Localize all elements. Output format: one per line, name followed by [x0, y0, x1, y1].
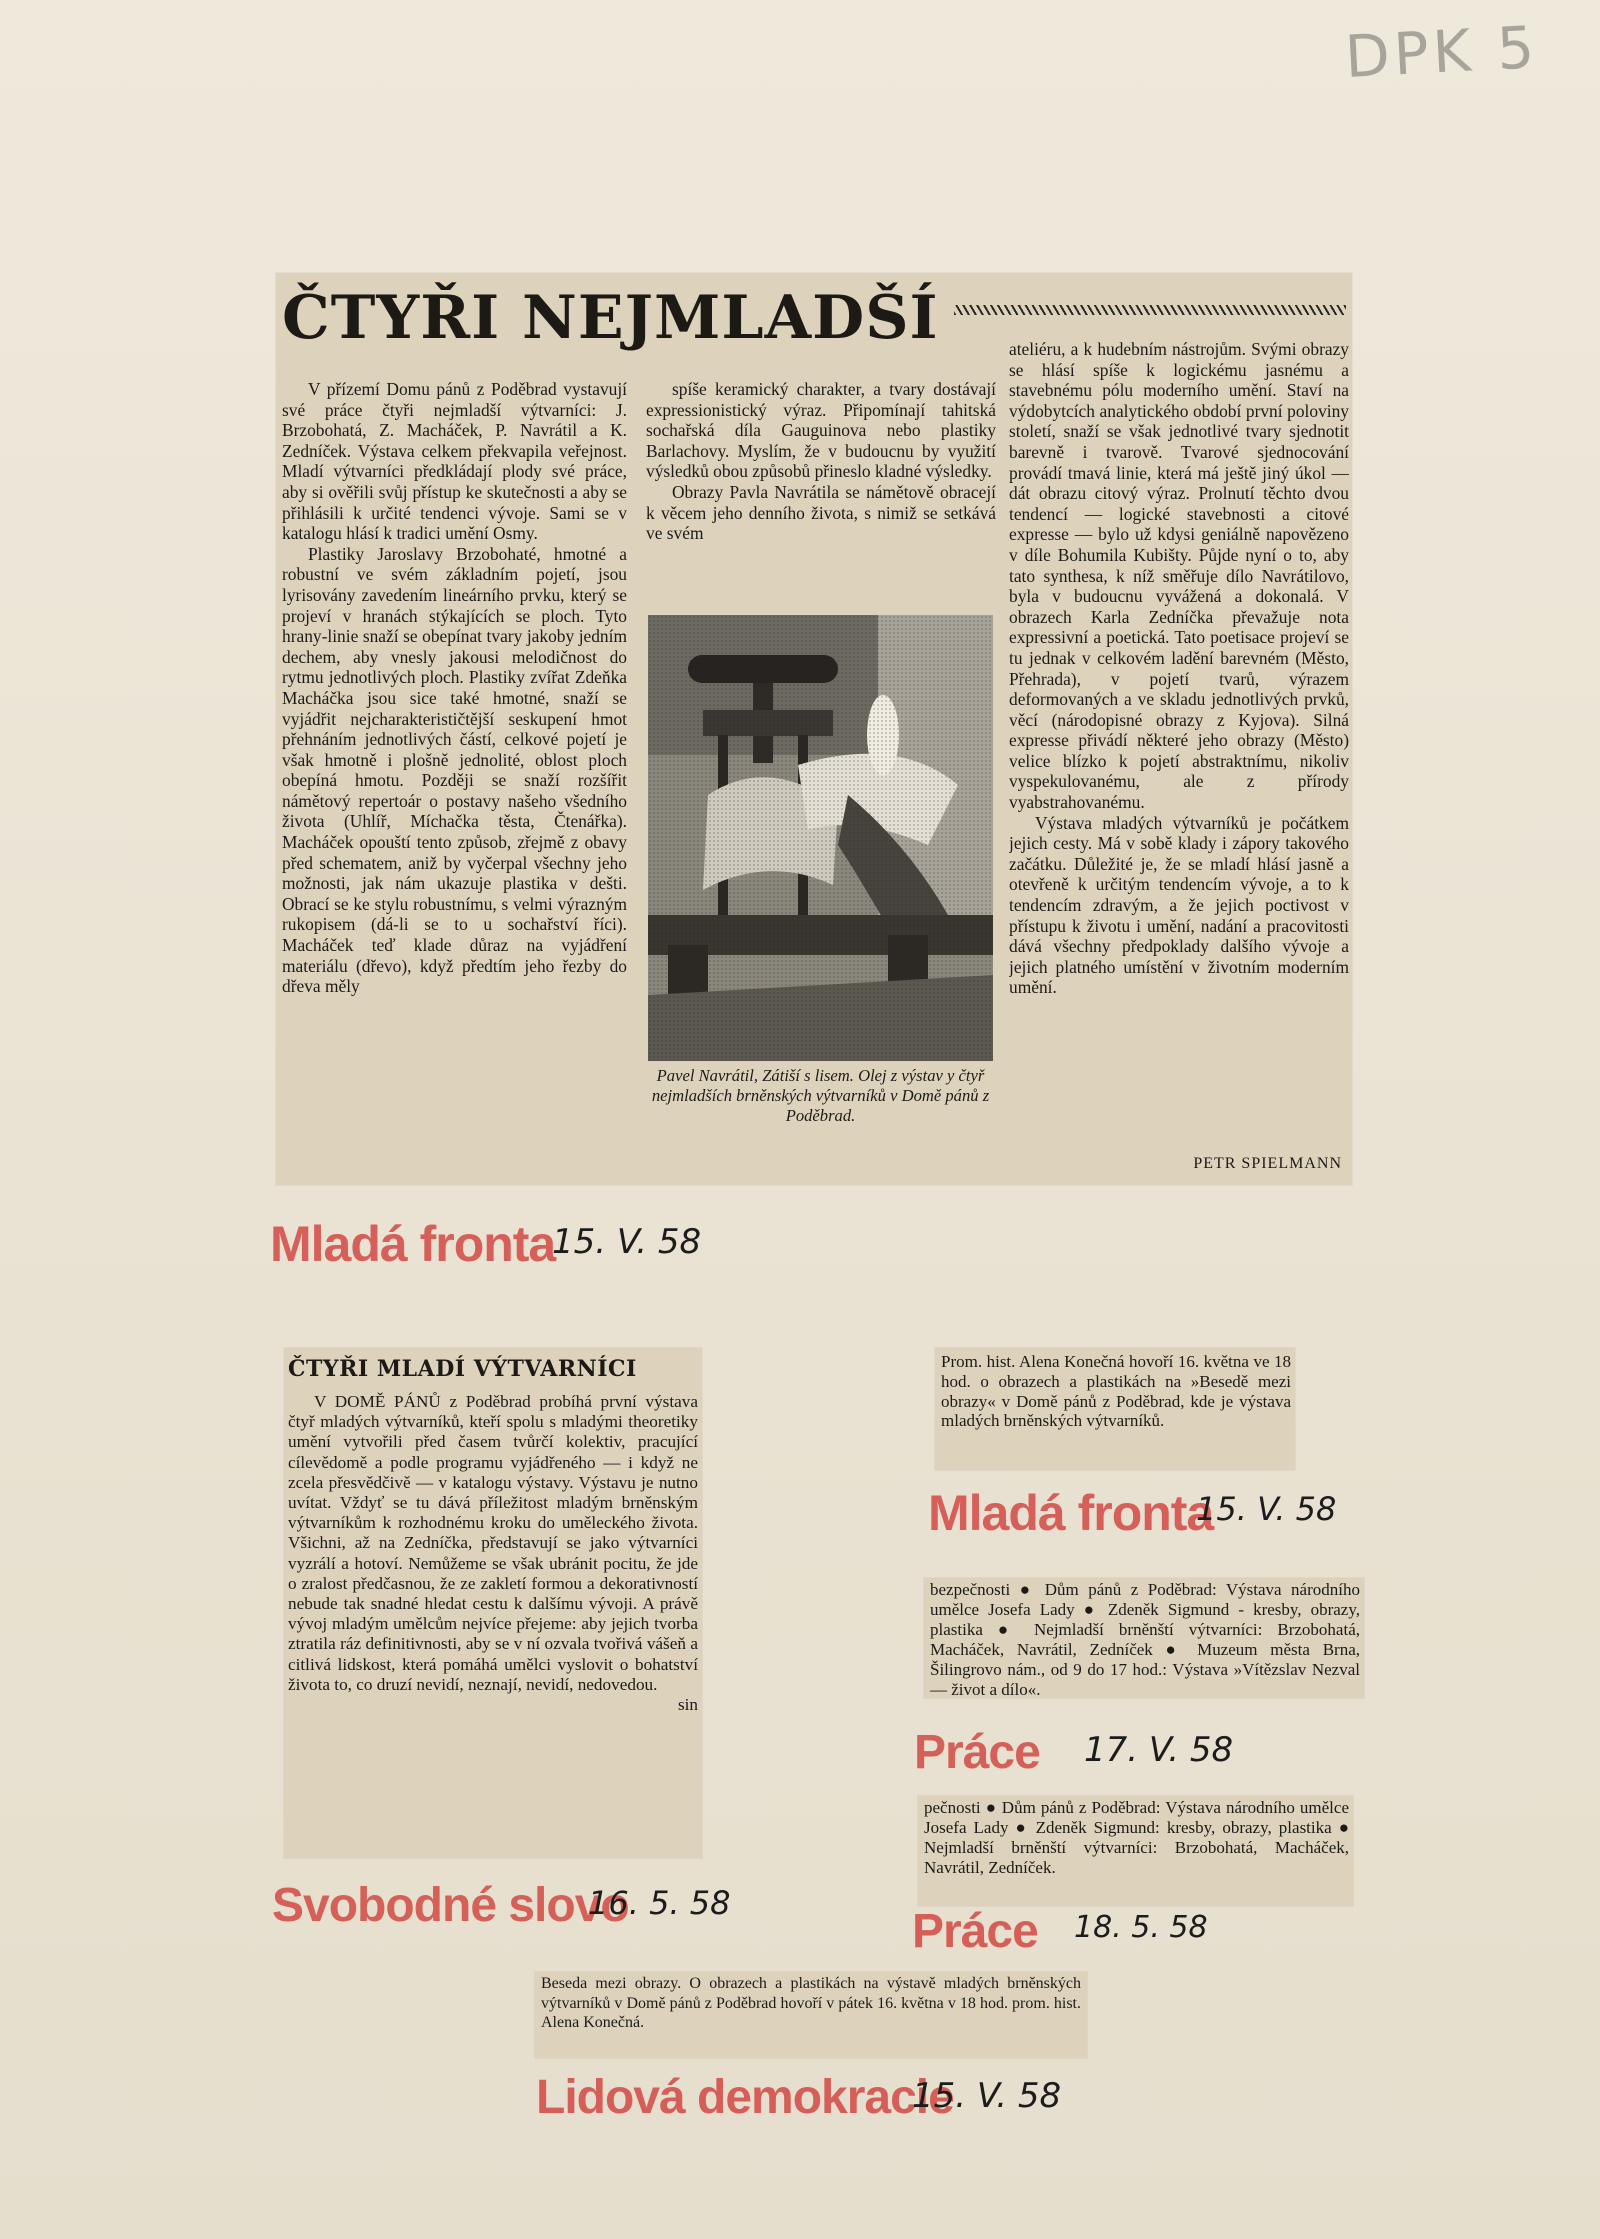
- handwritten-date: 16. 5. 58: [588, 1884, 731, 1922]
- archive-mark: DPK 5: [1343, 12, 1540, 92]
- byline: PETR SPIELMANN: [1193, 1155, 1342, 1172]
- article-column-2: [646, 379, 996, 551]
- handwritten-date: 17. V. 58: [1084, 1730, 1234, 1770]
- still-life-image: [648, 615, 993, 1061]
- newspaper-stamp-svobodne-slovo: Svobodné slovo: [272, 1879, 629, 1932]
- paragraph: ateliéru, a k hudebním nástrojům. Svými obrazy se hlásí spíše k logickému jasnému a stavebnému pólu moderního umění. Staví na výdobytcích analytického období první poloviny století, snaží se však jednotlivé tvary sjednotit barevně i tvarově. Tvarové sjednocování provádí tmavá linie, která má ještě jiný úkol — dát obrazu citový výraz. Prolnutí těchto dvou tendencí — logické stavebnosti a citové expresse — bylo už kdysi geniálně napovězeno v díle Bohumila Kubišty. Půjde nyní o to, aby tato synthesa, k níž směřuje dílo Navrátilovo, byla v budoucnu vyvážená a dokonalá. V obrazech Karla Zedníčka převažuje nota expressivní a poetická. Tato poetisace projeví se tu jednak v celkovém ladění barevném (Město, Přehrada), v pojetí tvarů, výrazem deformovaných a ve skladu jednotlivých prvků, věcí (národopisné obrazy z Kyjova). Silná expresse přivádí některé jeho obrazy (Město) velice blízko k pojetí abstraktnímu, nikoliv vyspekulovanému, ale z přírody vyabstrahovanému.: [1009, 339, 1349, 813]
- paragraph: sin: [677, 1695, 698, 1715]
- paragraph: Obrazy Pavla Navrátila se námětově obracejí k věcem jeho denního života, s nimiž se setkává ve svém: [646, 481, 996, 544]
- handwritten-date: 15. V. 58: [552, 1222, 702, 1262]
- article-title: ČTYŘI MLADÍ VÝTVARNÍCI: [288, 1356, 637, 1382]
- paragraph: spíše keramický charakter, a tvary dostávají expressionistický výraz. Připomínají tahitská sochařská díla Gauguinova nebo plastiky Barlachovy. Myslím, že v budoucnu by využití výsledků obou způsobů přineslo kladné výsledky.: [646, 379, 996, 482]
- photo-caption: Pavel Navrátil, Zátiší s lisem. Olej z výstav y čtyř nejmladších brněnských výtvarníků v Domě pánů z Poděbrad.: [651, 1066, 990, 1125]
- clipping-beseda-mezi-obrazy: [535, 1972, 1087, 2058]
- handwritten-date: 15. V. 58: [912, 2076, 1062, 2116]
- headline: ČTYŘI NEJMLADŠÍ: [282, 283, 939, 353]
- clipping-beseda-notice: [935, 1348, 1295, 1470]
- article-body: Beseda mezi obrazy. O obrazech a plastikách na výstavě mladých brněnských výtvarníků v Domě pánů z Poděbrad hovoří v pátek 16. května v 18 hod. prom. hist. Alena Konečná.: [541, 1975, 1081, 2031]
- article-body: [288, 1392, 698, 1715]
- newspaper-stamp-lidova-demokracie: Lidová demokracie: [536, 2071, 954, 2124]
- paragraph: Plastiky Jaroslavy Brzobohaté, hmotné a robustní ve svém základním pojetí, jsou lyrisovány zavedením lineárního prvku, který se projeví v hranách stýkajících se ploch. Tyto hrany-linie snaží se obepínat tvary jakoby jedním dechem, aby vnesly jakousi melodičnost do rytmu jednotlivých ploch. Plastiky zvířat Zdeňka Macháčka jsou sice také hmotné, snaží se vyjádřit nejcharakterističtější seskupení hmot přehnáním jednotlivých částí, celkové pojetí je však hmotně i plošně jednolité, oblost ploch obepíná hmotu. Později se snaží rozšířit námětový repertoár o postavy našeho všedního života (Uhlíř, Míchačka těsta, Čtenářka). Macháček opouští tento způsob, zřejmě z obavy před schematem, aniž by vyčerpal všechny jeho možnosti, jak nám ukazuje plastika v dešti. Obrací se ke stylu robustnímu, s velmi výrazným rukopisem (dá-li se to u sochařství říci). Macháček teď klade důraz na vyjádření materiálu (dřevo), když předtím jeho řezby do dřeva měly: [282, 543, 627, 997]
- paragraph: V přízemí Domu pánů z Poděbrad vystavují své práce čtyři nejmladší výtvarníci: J. Brzobohatá, Z. Macháček, P. Navrátil a K. Zedníček. Výstava celkem překvapila veřejnost. Mladí výtvarníci předkládají plody své práce, aby si ověřili svůj přístup ke skutečnosti a aby se přihlásili k určité tendenci vývoje. Sami se v katalogu hlásí k tradici umění Osmy.: [282, 379, 627, 544]
- paragraph: Výstava mladých výtvarníků je počátkem jejich cesty. Má v sobě klady i zápory takového začátku. Důležité je, že se mladí hlásí jasně a otevřeně k určitým tendencím vývoje, a to k tendencím zdravým, a že jejich poctivost v přístupu k životu i umění, nadání a pracovitosti dává všechny předpoklady dalšího vývoje a jejich platného umístění v životním moderním umění.: [1009, 812, 1349, 998]
- article-body: Prom. hist. Alena Konečná hovoří 16. května ve 18 hod. o obrazech a plastikách na »Besedě mezi obrazy« v Domě pánů z Poděbrad, kde je výstava mladých brněnských výtvarníků.: [941, 1352, 1291, 1431]
- newspaper-stamp-mlada-fronta: Mladá fronta: [928, 1485, 1214, 1541]
- clipping-ctyri-mladi-vytvarnici: [284, 1348, 702, 1858]
- newspaper-stamp-prace: Práce: [912, 1905, 1038, 1958]
- article-body: bezpečnosti ● Dům pánů z Poděbrad: Výstava národního umělce Josefa Lady ● Zdeněk Sigmund - kresby, obrazy, plastika ● Nejmladší brněnští výtvarníci: Brzobohatá, Macháček, Navrátil, Zedníček ● Muzeum města Brna, Šilingrovo nám., od 9 do 17 hod.: Výstava »Vítězslav Nezval — život a dílo«.: [930, 1580, 1360, 1699]
- paragraph: V DOMĚ PÁNŮ z Poděbrad probíhá první výstava čtyř mladých výtvarníků, kteří spolu s mladými theoretiky umění vytvořili před časem tvůrčí kolektiv, pracující cílevědomě a podle programu vyjádřeného — i když ne zcela přesvědčivě — v katalogu výstavy. Výstavu je nutno uvítat. Vždyť se tu dává příležitost mladým brněnským výtvarníkům k rozhodnému kroku do uměleckého života. Všichni, až na Zedníčka, představují se jako výtvarníci vyzrálí a hotoví. Nemůžeme se však ubránit pocitu, že jde o zralost předčasnou, že ze zakletí formou a dekorativností nebude tak snadné hledat cestu k dalšímu vývoji. A právě vývoj mladým umělcům nejvíce přejeme: aby jejich tvorba ztratila ráz definitivnosti, aby se v ní ozvala tvořivá vášeň a citlivá lidskost, která pomáhá umělci vyslovit o bohatství života to, co druzí nevidí, neznají, nevidí, nedovedou.: [288, 1392, 698, 1694]
- headline-rule: [954, 305, 1346, 315]
- newspaper-stamp-prace: Práce: [914, 1726, 1040, 1779]
- clipping-main-article: [276, 273, 1352, 1185]
- article-column-1: [282, 379, 627, 1179]
- article-column-3: [1009, 339, 1349, 1179]
- clipping-listing-prace-2: [918, 1796, 1353, 1906]
- handwritten-date: 18. 5. 58: [1074, 1910, 1208, 1945]
- clipping-listing-prace-1: [924, 1578, 1364, 1698]
- article-body: pečnosti ● Dům pánů z Poděbrad: Výstava národního umělce Josefa Lady ● Zdeněk Sigmund: kresby, obrazy, plastika ● Nejmladší brněnští výtvarníci: Brzobohatá, Macháček, Navrátil, Zedníček.: [924, 1798, 1349, 1877]
- handwritten-date: 15. V. 58: [1196, 1490, 1337, 1528]
- press-photo-still-life: [648, 615, 993, 1061]
- newspaper-stamp-mlada-fronta: Mladá fronta: [270, 1216, 556, 1272]
